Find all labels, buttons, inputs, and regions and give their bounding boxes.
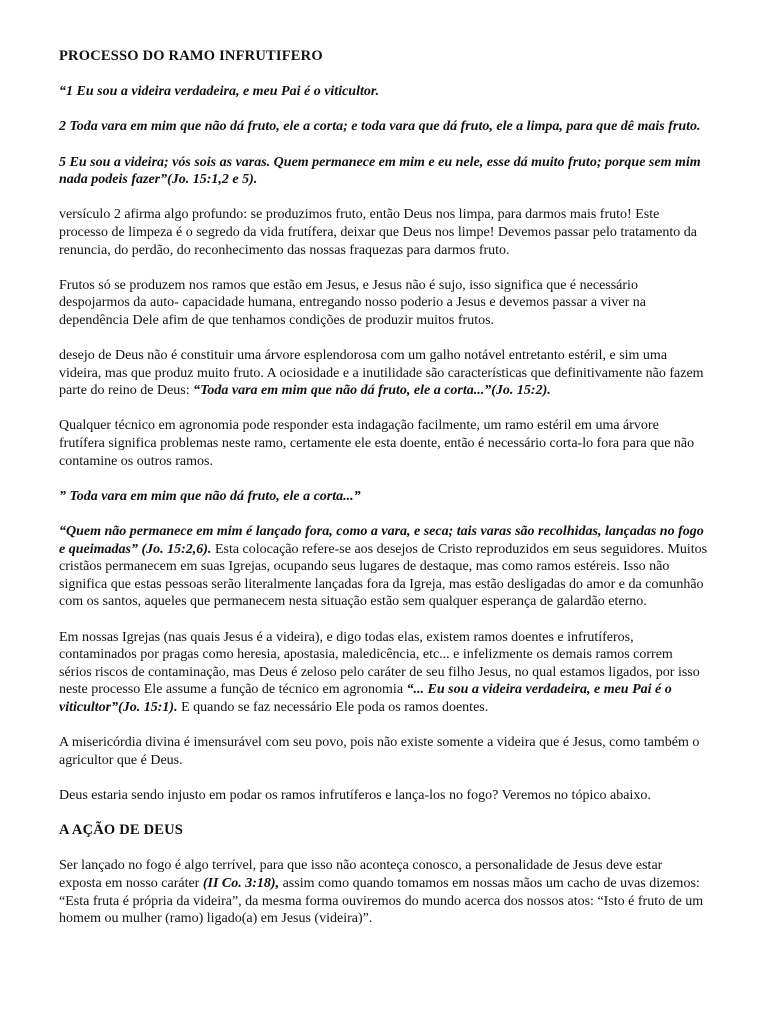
paragraph-9-ref: (II Co. 3:18), — [202, 875, 280, 891]
section-heading: A AÇÃO DE DEUS — [59, 822, 184, 839]
paragraph-9 — [59, 857, 708, 927]
paragraph-8: Deus estaria sendo injusto em podar os ramos infrutíferos e lança-los no fogo? Veremos no tópico abaixo. — [59, 787, 651, 803]
paragraph-4: Qualquer técnico em agronomia pode responder esta indagação facilmente, um ramo estéril em uma árvore frutífera significa problemas neste ramo, certamente ele esta doente, então é necessário corta-lo fora para que não contamine os outros ramos. — [59, 418, 695, 469]
verse-5: 5 Eu sou a videira; vós sois as varas. Quem permanece em mim e eu nele, esse dá muito fruto; porque sem mim nada podeis fazer”(Jo. 15:1,2 e 5). — [59, 154, 701, 188]
paragraph-6 — [59, 629, 708, 717]
paragraph-3 — [59, 347, 708, 400]
paragraph-5-text: Esta colocação refere-se aos desejos de Cristo reproduzidos em seus seguidores. Muitos cristãos permanecem em suas Igrejas, ocupando seus lugares de destaque, mas como ramos estéreis. Isso não significa que estas pessoas serão literalmente lançadas fora da Igreja, mas estão desligadas do amor e da comunhão com os santos, aqueles que permanecem nesta situação estão sem qualquer esperança de galardão eterno. — [59, 541, 708, 610]
paragraph-6-quote: “... Eu sou a videira verdadeira, e meu Pai é o viticultor”(Jo. 15:1). — [59, 682, 672, 715]
paragraph-9-text: Ser lançado no fogo é algo terrível, para que isso não aconteça conosco, a personalidade de Jesus deve estar exposta em nosso caráter — [59, 858, 663, 891]
paragraph-3-text: desejo de Deus não é constituir uma árvore esplendorosa com um galho notável entretanto estéril, e sim uma videira, mas que produz muito fruto. A ociosidade e a inutilidade são características que definitivamente não fazem parte do reino de Deus: — [59, 348, 704, 399]
paragraph-7: A misericórdia divina é imensurável com seu povo, pois não existe somente a videira que é Jesus, como também o agricultor que é Deus. — [59, 735, 700, 768]
paragraph-9-tail: assim como quando tomamos em nossas mãos um cacho de uvas dizemos: “Esta fruta é própria da videira”, da mesma forma ouviremos do mundo acerca dos nossos atos: “Isto é fruto de um homem ou mulher (ramo) ligado(a) em Jesus (videira)”. — [59, 875, 704, 927]
paragraph-6-tail: E quando se faz necessário Ele poda os ramos doentes. — [177, 699, 489, 715]
document-title: PROCESSO DO RAMO INFRUTIFERO — [59, 48, 323, 64]
paragraph-1: versículo 2 afirma algo profundo: se produzimos fruto, então Deus nos limpa, para darmos mais fruto! Este processo de limpeza é o segredo da vida frutífera, deixar que Deus nos limpe! Devemos passar pelo tratamento da renuncia, do perdão, do reconhecimento das nossas fraquezas para darmos fruto. — [59, 207, 697, 258]
paragraph-2: Frutos só se produzem nos ramos que estão em Jesus, e Jesus não é sujo, isso significa que é necessário despojarmos da auto- capacidade humana, entregando nosso poderio a Jesus e devemos passar a viver na dependência Dele afim de que tenhamos condições de produzir muitos frutos. — [59, 277, 647, 328]
quote-1: ” Toda vara em mim que não dá fruto, ele a corta...” — [59, 488, 361, 504]
verse-1: “1 Eu sou a videira verdadeira, e meu Pai é o viticultor. — [59, 84, 380, 100]
paragraph-3-quote: “Toda vara em mim que não dá fruto, ele a corta...”(Jo. 15:2). — [193, 383, 551, 399]
verse-2: 2 Toda vara em mim que não dá fruto, ele a corta; e toda vara que dá fruto, ele a limpa, para que dê mais fruto. — [59, 119, 701, 135]
paragraph-5-quote: “Quem não permanece em mim é lançado fora, como a vara, e seca; tais varas são recolhidas, lançadas no fogo e queimadas” (Jo. 15:2,6). — [59, 524, 704, 557]
paragraph-5 — [59, 523, 708, 611]
paragraph-6-text: Em nossas Igrejas (nas quais Jesus é a videira), e digo todas elas, existem ramos doentes e infrutíferos, contaminados por pragas como heresia, apostasia, maledicência, etc... e infelizmente os demais ramos correm sérios riscos de contaminação, mas Deus é zeloso pelo caráter de seu filho Jesus, no qual estamos ligados, por isso neste processo Ele assume a função de técnico em agronomia — [59, 629, 700, 698]
